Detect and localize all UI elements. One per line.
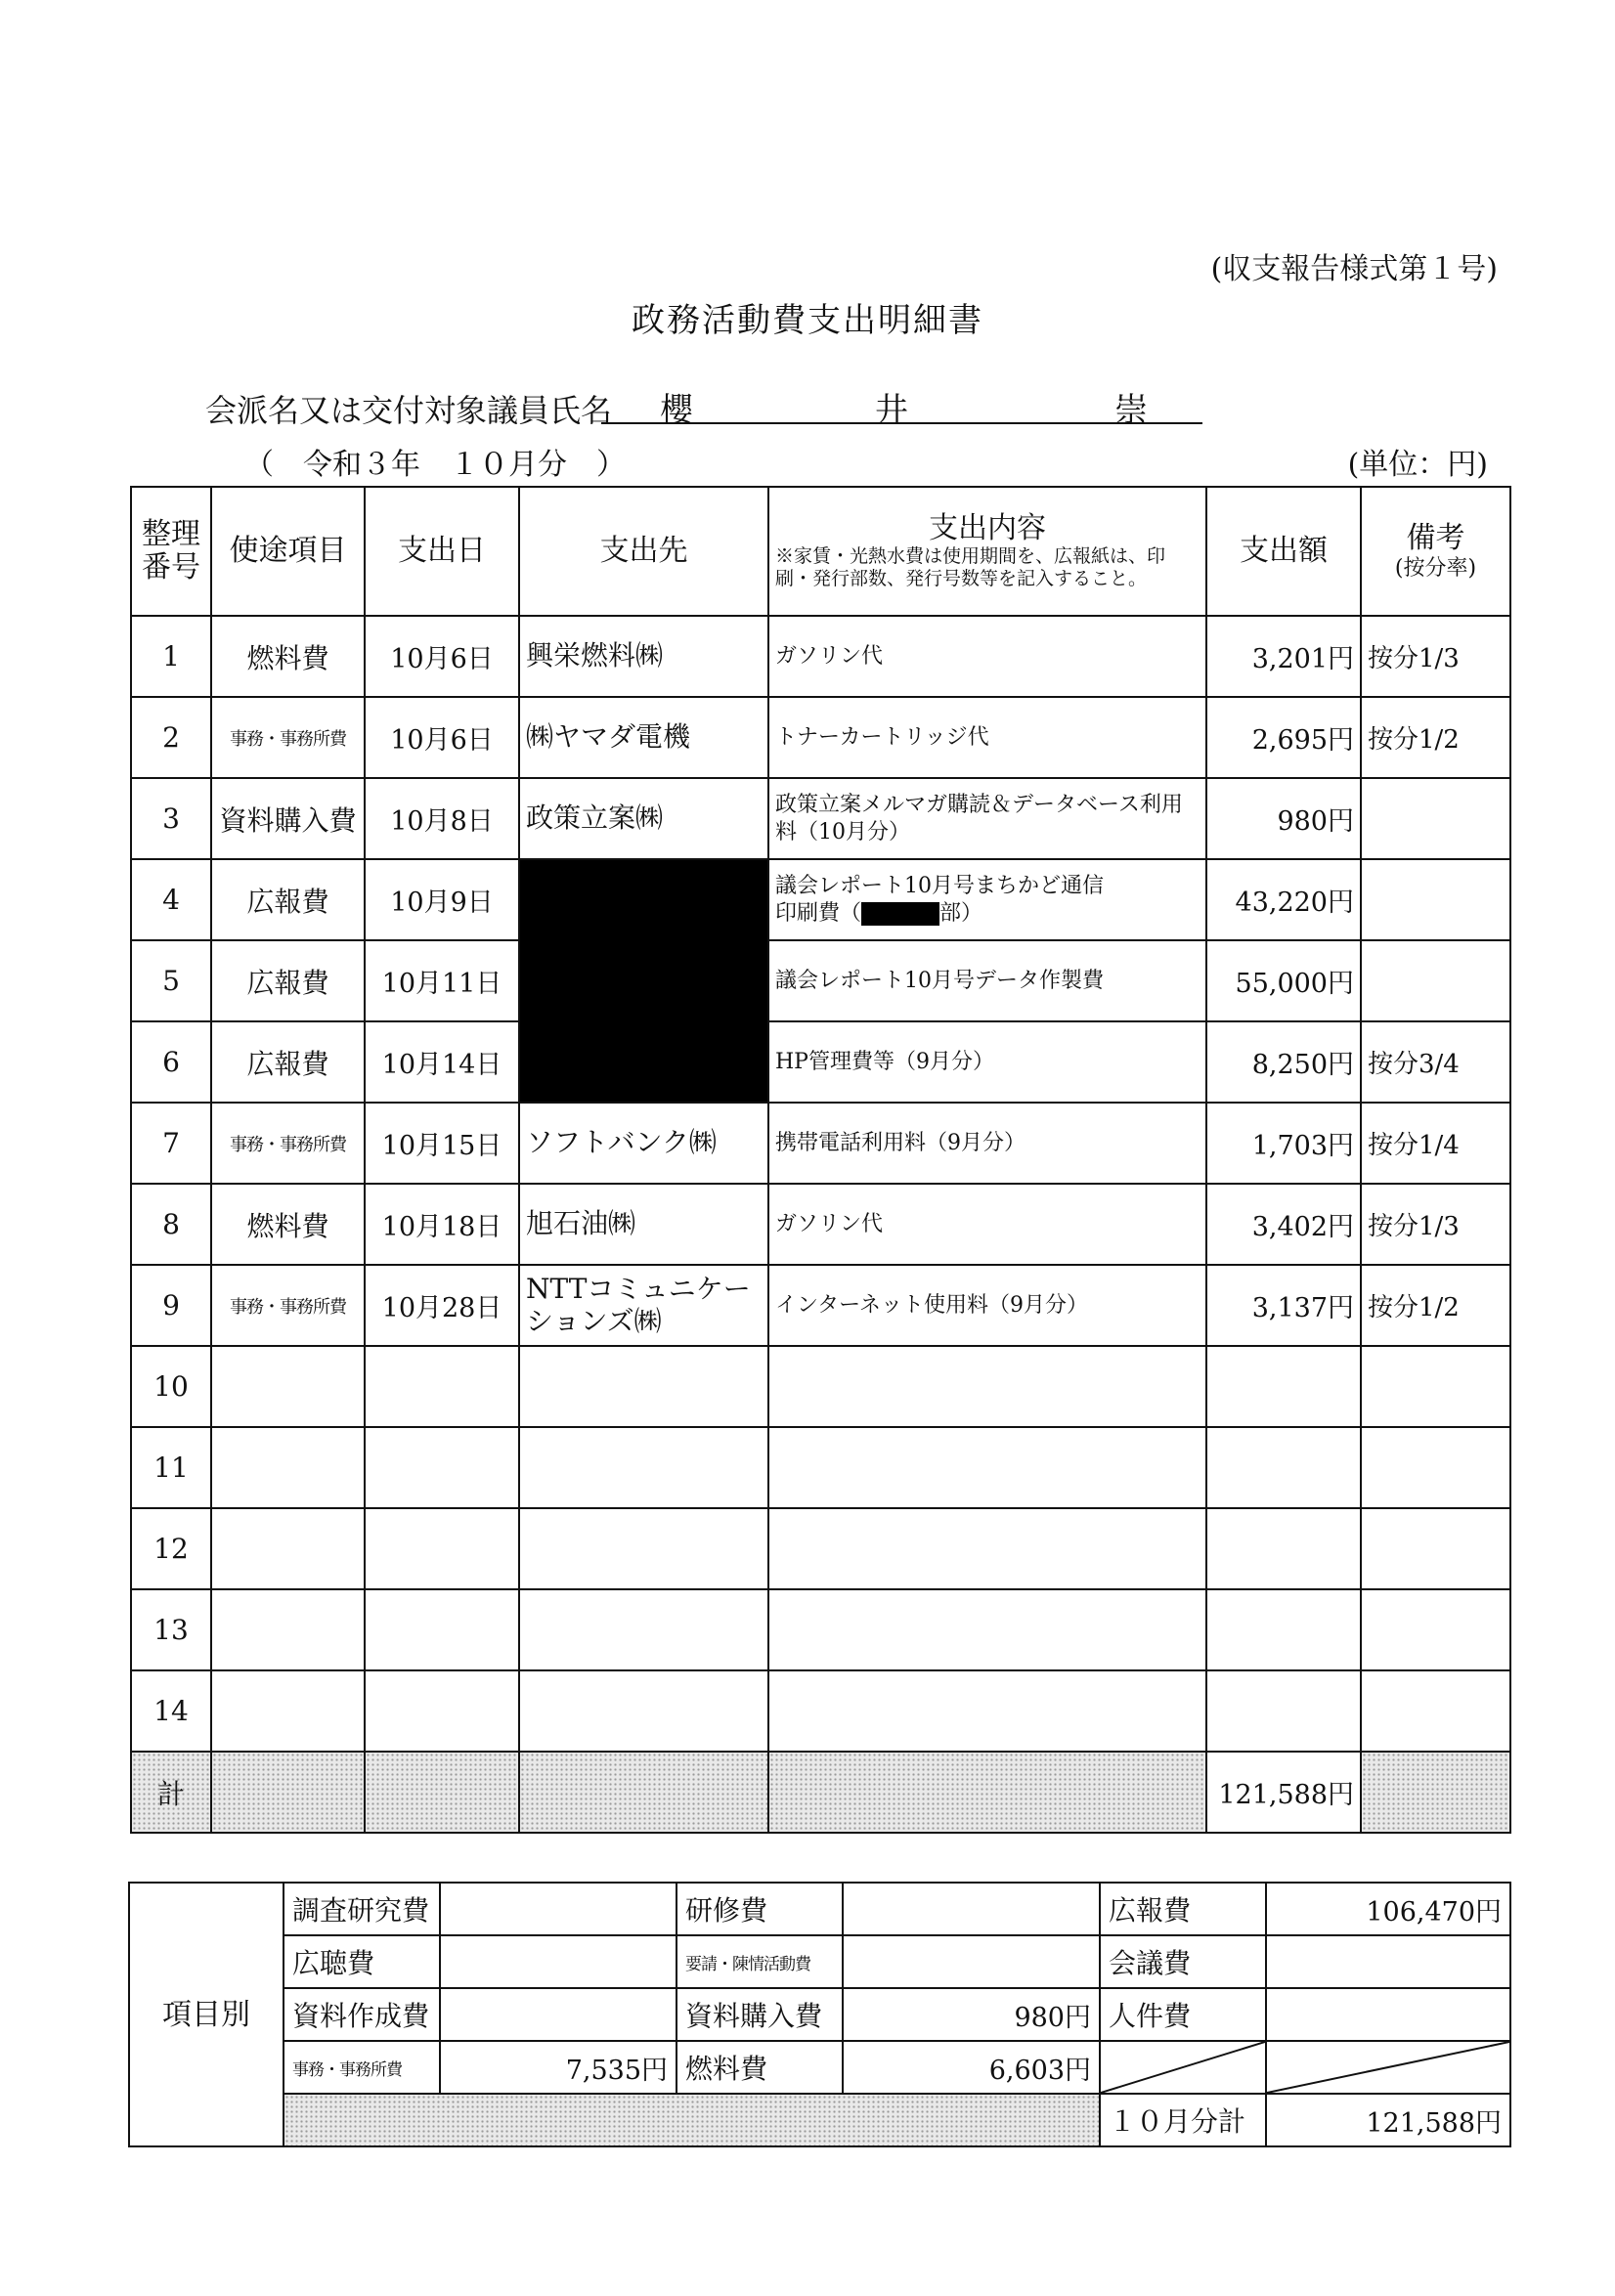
summary-label-nenryo: 燃料費	[677, 2041, 843, 2094]
row-content	[768, 1508, 1206, 1589]
summary-value-jimu: 7,535円	[440, 2041, 677, 2094]
row-no: 6	[131, 1021, 211, 1103]
row-content: 議会レポート10月号データ作製費	[768, 940, 1206, 1021]
row-use	[211, 1589, 365, 1670]
shaded-cell	[284, 2094, 1100, 2146]
row-amount: 43,220円	[1206, 859, 1361, 940]
summary-label-chosa: 調査研究費	[284, 1883, 440, 1935]
row-date: 10月14日	[365, 1021, 519, 1103]
row-amount: 8,250円	[1206, 1021, 1361, 1103]
row-payee	[519, 1670, 768, 1752]
document-title: 政務活動費支出明細書	[632, 301, 983, 340]
summary-label-kenshu: 研修費	[677, 1883, 843, 1935]
name-part-1: 櫻	[660, 391, 693, 430]
row-note: 按分1/3	[1361, 1184, 1510, 1265]
row-content	[768, 1589, 1206, 1670]
summary-value-kocho	[440, 1935, 677, 1988]
row-use: 広報費	[211, 940, 365, 1021]
row-note	[1361, 940, 1510, 1021]
table-row	[131, 1508, 1510, 1589]
shaded-cell	[1361, 1752, 1510, 1833]
row-no: 3	[131, 778, 211, 859]
table-row	[131, 1103, 1510, 1184]
table-row	[131, 616, 1510, 697]
summary-value-nenryo: 6,603円	[843, 2041, 1100, 2094]
summary-label-shiryo-konyu: 資料購入費	[677, 1988, 843, 2041]
form-number: (収支報告様式第１号)	[1210, 252, 1498, 286]
table-row	[131, 1670, 1510, 1752]
row-no: 9	[131, 1265, 211, 1346]
header-amount: 支出額	[1206, 487, 1361, 616]
summary-value-shiryo-konyu: 980円	[843, 1988, 1100, 2041]
row-date	[365, 1670, 519, 1752]
row-content: ガソリン代	[768, 1184, 1206, 1265]
name-part-2: 井	[875, 391, 908, 430]
row-no: 11	[131, 1427, 211, 1508]
row-use: 事務・事務所費	[211, 1103, 365, 1184]
row-amount: 55,000円	[1206, 940, 1361, 1021]
header-content-title: 支出内容	[929, 510, 1046, 545]
row-note: 按分1/2	[1361, 697, 1510, 778]
row-use: 資料購入費	[211, 778, 365, 859]
summary-value-chosa	[440, 1883, 677, 1935]
table-row	[131, 778, 1510, 859]
row-payee	[519, 1589, 768, 1670]
header-content-note: ※家賃・光熱水費は使用期間を、広報紙は、印刷・発行部数、発行号数等を記入すること。	[775, 545, 1166, 590]
row-no: 5	[131, 940, 211, 1021]
row-use: 燃料費	[211, 1184, 365, 1265]
row-amount: 3,201円	[1206, 616, 1361, 697]
category-summary-table	[128, 1882, 1511, 2147]
row-date: 10月9日	[365, 859, 519, 940]
summary-value-yosei	[843, 1935, 1100, 1988]
row-no: 13	[131, 1589, 211, 1670]
header-note-title: 備考	[1406, 521, 1465, 556]
total-amount: 121,588円	[1206, 1752, 1361, 1833]
row-content: インターネット使用料（9月分）	[768, 1265, 1206, 1346]
row-use: 燃料費	[211, 616, 365, 697]
table-row	[131, 940, 1510, 1021]
table-row	[131, 1265, 1510, 1346]
header-use: 使途項目	[211, 487, 365, 616]
summary-label-yosei: 要請・陳情活動費	[677, 1935, 843, 1988]
row-amount: 3,402円	[1206, 1184, 1361, 1265]
row-amount: 3,137円	[1206, 1265, 1361, 1346]
row-no: 4	[131, 859, 211, 940]
row-content: ガソリン代	[768, 616, 1206, 697]
row-payee: 旭石油㈱	[519, 1184, 768, 1265]
diagonal-line-icon	[1267, 2042, 1509, 2093]
row-date: 10月6日	[365, 616, 519, 697]
row-amount	[1206, 1508, 1361, 1589]
shaded-cell	[365, 1752, 519, 1833]
header-content	[768, 487, 1206, 616]
summary-value-jinken	[1266, 1988, 1510, 2041]
row-payee: NTTコミュニケーションズ㈱	[519, 1265, 768, 1346]
expenditure-table	[130, 486, 1511, 1834]
row-note	[1361, 1589, 1510, 1670]
row-payee: 政策立案㈱	[519, 778, 768, 859]
name-label: 会派名又は交付対象議員氏名	[205, 392, 613, 429]
redacted-payee	[519, 859, 768, 1103]
row-no: 14	[131, 1670, 211, 1752]
row-use: 事務・事務所費	[211, 1265, 365, 1346]
row-date	[365, 1508, 519, 1589]
header-note-sub: (按分率)	[1394, 555, 1477, 581]
header-date: 支出日	[365, 487, 519, 616]
row-no: 7	[131, 1103, 211, 1184]
row-amount	[1206, 1427, 1361, 1508]
row-payee: ㈱ヤマダ電機	[519, 697, 768, 778]
row-no: 1	[131, 616, 211, 697]
row-content-line2: 印刷費（	[775, 900, 862, 926]
row-amount	[1206, 1670, 1361, 1752]
shaded-cell	[768, 1752, 1206, 1833]
summary-value-month-total: 121,588円	[1266, 2094, 1510, 2146]
summary-label-jinken: 人件費	[1100, 1988, 1266, 2041]
row-date: 10月8日	[365, 778, 519, 859]
row-payee	[519, 1508, 768, 1589]
row-note	[1361, 1427, 1510, 1508]
summary-label-month-total: １０月分計	[1100, 2094, 1266, 2146]
table-row	[131, 1184, 1510, 1265]
row-use	[211, 1427, 365, 1508]
table-row	[131, 859, 1510, 940]
name-part-3: 崇	[1114, 391, 1148, 430]
header-payee: 支出先	[519, 487, 768, 616]
header-note	[1361, 487, 1510, 616]
total-label: 計	[131, 1752, 211, 1833]
by-category-label: 項目別	[129, 1883, 284, 2146]
row-payee: 興栄燃料㈱	[519, 616, 768, 697]
row-content	[768, 1670, 1206, 1752]
table-row	[131, 1427, 1510, 1508]
row-date: 10月6日	[365, 697, 519, 778]
row-content-line2-end: 部）	[939, 900, 983, 926]
row-use: 広報費	[211, 859, 365, 940]
row-content-line1: 議会レポート10月号まちかど通信	[775, 874, 1104, 898]
shaded-cell	[519, 1752, 768, 1833]
header-no: 整理番号	[131, 487, 211, 616]
row-amount: 980円	[1206, 778, 1361, 859]
row-use	[211, 1508, 365, 1589]
row-note	[1361, 1670, 1510, 1752]
summary-label-koho: 広報費	[1100, 1883, 1266, 1935]
table-row	[131, 1346, 1510, 1427]
row-no: 2	[131, 697, 211, 778]
shaded-cell	[211, 1752, 365, 1833]
row-note: 按分1/3	[1361, 616, 1510, 697]
row-use: 事務・事務所費	[211, 697, 365, 778]
row-note: 按分1/4	[1361, 1103, 1510, 1184]
member-name	[601, 383, 1202, 430]
row-amount: 2,695円	[1206, 697, 1361, 778]
crossed-out-cell	[1100, 2041, 1266, 2094]
row-content: 政策立案メルマガ購読＆データベース利用料（10月分）	[768, 778, 1206, 859]
row-use	[211, 1346, 365, 1427]
row-note	[1361, 1346, 1510, 1427]
row-no: 8	[131, 1184, 211, 1265]
row-amount	[1206, 1346, 1361, 1427]
summary-label-kocho: 広聴費	[284, 1935, 440, 1988]
table-row	[131, 1589, 1510, 1670]
reporting-period: （ 令和３年 １０月分 ）	[244, 448, 626, 482]
row-payee: ソフトバンク㈱	[519, 1103, 768, 1184]
total-row	[131, 1752, 1510, 1833]
row-content	[768, 859, 1206, 940]
summary-label-shiryo-sakusei: 資料作成費	[284, 1988, 440, 2041]
row-content	[768, 1427, 1206, 1508]
diagonal-line-icon	[1101, 2042, 1265, 2093]
row-payee	[519, 1346, 768, 1427]
summary-label-jimu: 事務・事務所費	[284, 2041, 440, 2094]
row-use	[211, 1670, 365, 1752]
row-date: 10月11日	[365, 940, 519, 1021]
row-payee	[519, 1427, 768, 1508]
row-amount	[1206, 1589, 1361, 1670]
row-date: 10月18日	[365, 1184, 519, 1265]
row-note	[1361, 1508, 1510, 1589]
table-row	[131, 1021, 1510, 1103]
summary-value-koho: 106,470円	[1266, 1883, 1510, 1935]
unit-label: (単位：円)	[1347, 448, 1488, 482]
row-note: 按分1/2	[1361, 1265, 1510, 1346]
row-amount: 1,703円	[1206, 1103, 1361, 1184]
summary-label-kaigi: 会議費	[1100, 1935, 1266, 1988]
row-date: 10月15日	[365, 1103, 519, 1184]
row-date	[365, 1589, 519, 1670]
table-row	[131, 697, 1510, 778]
row-note: 按分3/4	[1361, 1021, 1510, 1103]
row-note	[1361, 859, 1510, 940]
row-content: トナーカートリッジ代	[768, 697, 1206, 778]
row-note	[1361, 778, 1510, 859]
row-content: HP管理費等（9月分）	[768, 1021, 1206, 1103]
crossed-out-cell	[1266, 2041, 1510, 2094]
row-date: 10月28日	[365, 1265, 519, 1346]
row-content: 携帯電話利用料（9月分）	[768, 1103, 1206, 1184]
row-date	[365, 1427, 519, 1508]
row-no: 12	[131, 1508, 211, 1589]
summary-value-shiryo-sakusei	[440, 1988, 677, 2041]
row-use: 広報費	[211, 1021, 365, 1103]
summary-value-kaigi	[1266, 1935, 1510, 1988]
summary-value-kenshu	[843, 1883, 1100, 1935]
redacted-copies	[861, 902, 939, 926]
row-date	[365, 1346, 519, 1427]
row-content	[768, 1346, 1206, 1427]
row-no: 10	[131, 1346, 211, 1427]
